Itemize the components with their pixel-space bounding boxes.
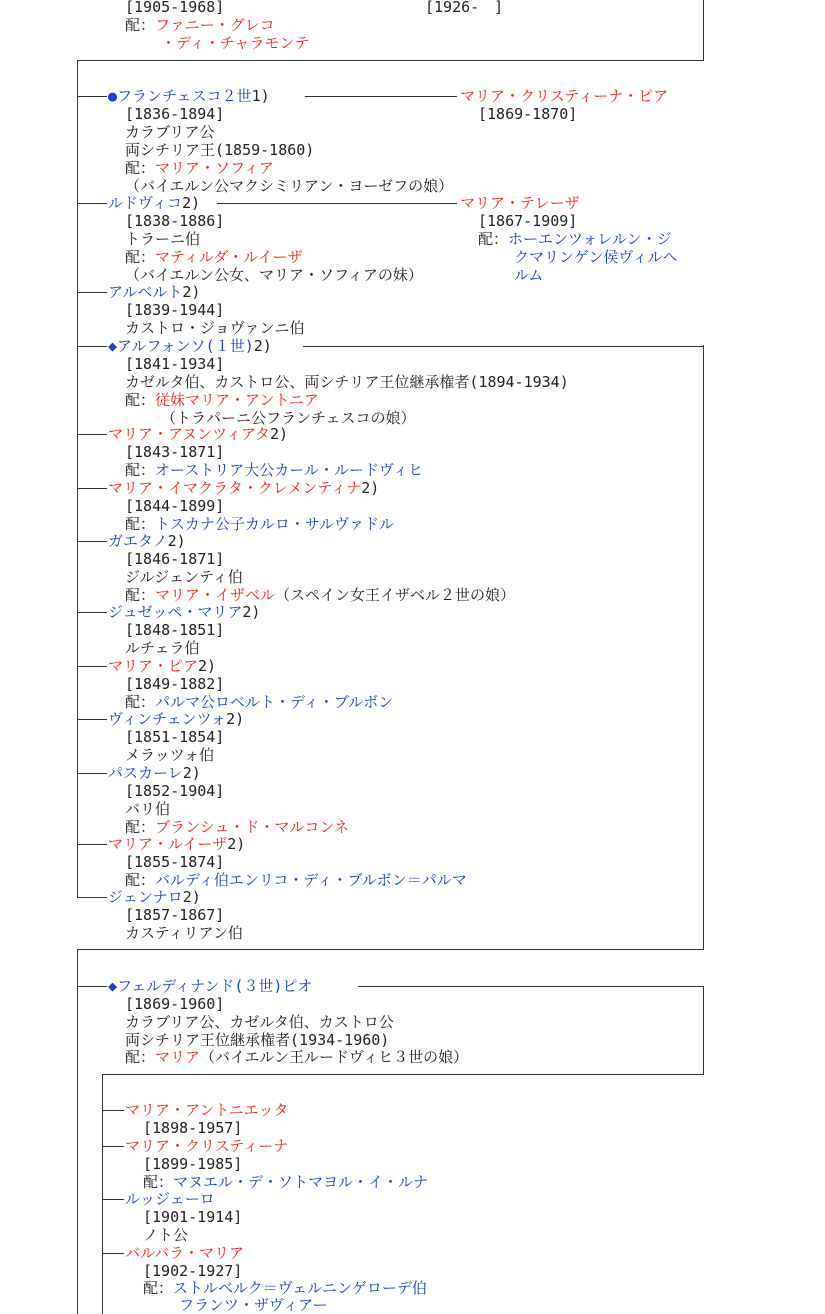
note-ref: 2): [270, 425, 289, 443]
person-ludovico: [108, 194, 200, 212]
note-ref: 2): [198, 657, 217, 675]
note: （スペイン女王イザベル２世の娘）: [275, 586, 516, 604]
spouse-name[interactable]: 従妹マリア・アントニア: [155, 391, 319, 409]
years: [1857-1867]: [125, 906, 225, 924]
spouse-prefix: 配：: [125, 693, 156, 711]
group1-right-border: [703, 345, 704, 950]
person-gennaro: [108, 888, 201, 906]
spouse: [143, 1279, 427, 1297]
spouse-prefix: 配：: [125, 16, 156, 34]
connector-annunziata: [77, 434, 107, 435]
person-name[interactable]: マリア・ルイーザ: [108, 835, 228, 853]
spouse-name[interactable]: トスカナ公子カルロ・サルヴァドル: [155, 515, 394, 533]
note-ref: 2): [226, 710, 245, 728]
spouse: [125, 391, 319, 409]
connector-alberto: [77, 292, 107, 293]
years: [1844-1899]: [125, 497, 225, 515]
person-ferdinando-pio[interactable]: ◆フェルディナンド(３世)ピオ: [108, 977, 313, 995]
connector-francesco-child: [305, 96, 457, 97]
top-spouse-line2[interactable]: ・ディ・チャラモンテ: [161, 34, 310, 52]
person-name[interactable]: マリア・ピア: [108, 657, 199, 675]
person-immacolata: [108, 479, 379, 497]
spouse: [125, 248, 302, 266]
spouse-name[interactable]: マリア: [155, 1048, 201, 1066]
spouse-name-cont[interactable]: フランツ・ザヴィアー: [179, 1296, 328, 1314]
years: [1851-1854]: [125, 728, 225, 746]
connector-luisa: [77, 844, 107, 845]
years: [1836-1894]: [125, 105, 225, 123]
note-ref: 2): [182, 283, 201, 301]
connector-ludovico: [77, 203, 107, 204]
title: メラッツォ伯: [125, 746, 215, 764]
connector-c4: [102, 1253, 124, 1254]
spouse-name[interactable]: ファニー・グレコ: [155, 16, 275, 34]
spouse-prefix: 配：: [125, 586, 156, 604]
title: 両シチリア王位継承権者(1934-1960): [125, 1031, 390, 1049]
person-annunziata: [108, 425, 288, 443]
connector-c2: [102, 1146, 124, 1147]
spouse-prefix: 配：: [125, 818, 156, 836]
title: トラーニ伯: [125, 230, 201, 248]
spouse: [125, 515, 394, 533]
spouse-name[interactable]: マリア・イザベル: [155, 586, 276, 604]
years: [1846-1871]: [125, 550, 225, 568]
person-ruggero[interactable]: ルッジェーロ: [125, 1190, 215, 1208]
connector-ludovico-child: [217, 203, 457, 204]
person-vincenzo: [108, 710, 244, 728]
spouse-name[interactable]: マヌエル・デ・ソトマヨル・イ・ルナ: [173, 1173, 429, 1191]
top-spouse: [125, 16, 275, 34]
note-ref: 2): [253, 337, 272, 355]
person-name[interactable]: ●フランチェスコ２世: [108, 87, 252, 105]
spouse-name[interactable]: ストルベルク＝ヴェルニンゲローデ伯: [173, 1279, 427, 1297]
person-name[interactable]: ガエタノ: [108, 532, 168, 550]
group2-inner-top-border: [102, 1074, 704, 1075]
person-name[interactable]: マリア・アヌンツィアタ: [108, 425, 271, 443]
spouse-name-cont[interactable]: クマリンゲン侯ヴィルヘ: [514, 248, 678, 266]
title: ジルジェンティ伯: [125, 568, 243, 586]
connector-alfonso-child: [303, 346, 704, 347]
spouse-name[interactable]: マリア・ソフィア: [155, 159, 274, 177]
spouse-prefix: 配：: [125, 461, 156, 479]
connector-pia: [77, 666, 107, 667]
person-name[interactable]: ◆アルフォンソ(１世): [108, 337, 254, 355]
years: [1899-1985]: [143, 1155, 243, 1173]
person-name[interactable]: ヴィンチェンツォ: [108, 710, 227, 728]
note: （バイエルン公マクシミリアン・ヨーゼフの娘）: [125, 177, 454, 195]
note-ref: 2): [227, 835, 246, 853]
years: [1902-1927]: [143, 1262, 243, 1280]
title: カゼルタ伯、カストロ公、両シチリア王位継承権者(1894-1934): [125, 373, 569, 391]
spouse: [125, 159, 274, 177]
note-ref: 2): [182, 764, 201, 782]
spouse-name[interactable]: マティルダ・ルイーザ: [155, 248, 303, 266]
note-ref: 2): [182, 888, 201, 906]
title: ルチェラ伯: [125, 639, 200, 657]
years: [1838-1886]: [125, 212, 225, 230]
connector-ferdinando-child: [358, 986, 704, 987]
years: [1841-1934]: [125, 355, 225, 373]
spouse-name[interactable]: ホーエンツォレルン・ジ: [508, 230, 672, 248]
person-alberto: [108, 283, 200, 301]
years: [1869-1870]: [478, 105, 578, 123]
connector-c3: [102, 1199, 124, 1200]
top-box-right-border: [703, 0, 704, 60]
note-ref: 2): [182, 194, 201, 212]
title: ノト公: [143, 1226, 189, 1244]
spouse-prefix: 配：: [125, 1048, 156, 1066]
spouse-name[interactable]: ブランシュ・ド・マルコンネ: [155, 818, 349, 836]
person-giuseppe: [108, 603, 260, 621]
spouse-name[interactable]: パルマ公ロベルト・ディ・ブルボン: [155, 693, 394, 711]
connector-immacolata: [77, 488, 107, 489]
person-name[interactable]: マリア・イマクラタ・クレメンティナ: [108, 479, 362, 497]
spouse: [125, 818, 349, 836]
connector-c1: [102, 1110, 124, 1111]
spouse: [125, 586, 515, 604]
spouse-prefix: 配：: [143, 1173, 174, 1191]
years: [1839-1944]: [125, 301, 225, 319]
person-francesco: [108, 87, 270, 105]
spouse-prefix: 配：: [478, 230, 509, 248]
years: [1843-1871]: [125, 443, 225, 461]
top-years-left: [1905-1968]: [125, 0, 225, 16]
years: [1849-1882]: [125, 675, 225, 693]
years: [1852-1904]: [125, 782, 225, 800]
years: [1898-1957]: [143, 1119, 243, 1137]
spouse: [125, 461, 423, 479]
years: [1855-1874]: [125, 853, 225, 871]
person-pasquale: [108, 764, 201, 782]
spouse-prefix: 配：: [125, 159, 156, 177]
connector-giuseppe: [77, 612, 107, 613]
note-ref: 1): [251, 87, 270, 105]
spouse-prefix: 配：: [125, 391, 156, 409]
group1-bottom-border: [77, 949, 704, 950]
connector-gennaro: [77, 897, 107, 898]
person-maria-luisa: [108, 835, 245, 853]
person-name[interactable]: ジェンナロ: [108, 888, 183, 906]
connector-vincenzo: [77, 719, 107, 720]
spouse: [125, 693, 393, 711]
years: [1869-1960]: [125, 995, 225, 1013]
title: カラブリア公、カゼルタ伯、カストロ公: [125, 1013, 394, 1031]
top-years-right: [1926- ]: [425, 0, 504, 16]
spouse-name-cont[interactable]: ルム: [514, 266, 544, 284]
connector-ferdinando: [77, 986, 107, 987]
title: カストロ・ジョヴァンニ伯: [125, 319, 305, 337]
group1-trunk-line: [77, 60, 78, 897]
spouse: [125, 1048, 468, 1066]
person-name[interactable]: アルベルト: [108, 283, 183, 301]
title: 両シチリア王(1859-1860): [125, 141, 315, 159]
title: バリ伯: [125, 800, 171, 818]
note-ref: 2): [242, 603, 261, 621]
connector-alfonso: [77, 346, 107, 347]
person-name[interactable]: ジュゼッペ・マリア: [108, 603, 243, 621]
person-name[interactable]: パスカーレ: [108, 764, 183, 782]
connector-gaetano: [77, 541, 107, 542]
spouse: [478, 230, 672, 248]
person-maria-cristina[interactable]: マリア・クリスティーナ: [125, 1137, 289, 1155]
connector-pasquale: [77, 773, 107, 774]
years: [1848-1851]: [125, 621, 225, 639]
person-gaetano: [108, 532, 186, 550]
years: [1867-1909]: [478, 212, 578, 230]
spouse-prefix: 配：: [143, 1279, 174, 1297]
spouse: [143, 1173, 428, 1191]
note: （バイエルン公女、マリア・ソフィアの妹）: [125, 266, 423, 284]
note: （トラパーニ公フランチェスコの娘）: [161, 409, 416, 427]
spouse-name[interactable]: バルディ伯エンリコ・ディ・ブルボン＝パルマ: [155, 871, 467, 889]
title: カラブリア公: [125, 123, 215, 141]
person-barbara-maria[interactable]: バルバラ・マリア: [125, 1244, 244, 1262]
years: [1901-1914]: [143, 1208, 243, 1226]
person-maria-cristina-pia[interactable]: マリア・クリスティーナ・ピア: [460, 87, 669, 105]
person-maria-teresa[interactable]: マリア・テレーザ: [460, 194, 580, 212]
note-ref: 2): [167, 532, 186, 550]
spouse-prefix: 配：: [125, 871, 156, 889]
title: カスティリアン伯: [125, 924, 243, 942]
person-alfonso: [108, 337, 272, 355]
spouse: [125, 871, 467, 889]
group2-trunk-line: [77, 950, 78, 1314]
person-maria-pia: [108, 657, 216, 675]
note: （バイエルン王ルードヴィヒ３世の娘）: [200, 1048, 469, 1066]
top-box-bottom-border: [77, 60, 704, 61]
person-name[interactable]: ルドヴィコ: [108, 194, 183, 212]
spouse-prefix: 配：: [125, 248, 156, 266]
connector-francesco: [77, 96, 107, 97]
person-maria-antonietta[interactable]: マリア・アントニエッタ: [125, 1101, 289, 1119]
group2-right-border: [703, 986, 704, 1075]
note-ref: 2): [361, 479, 380, 497]
spouse-prefix: 配：: [125, 515, 156, 533]
spouse-name[interactable]: オーストリア大公カール・ルードヴィヒ: [155, 461, 424, 479]
